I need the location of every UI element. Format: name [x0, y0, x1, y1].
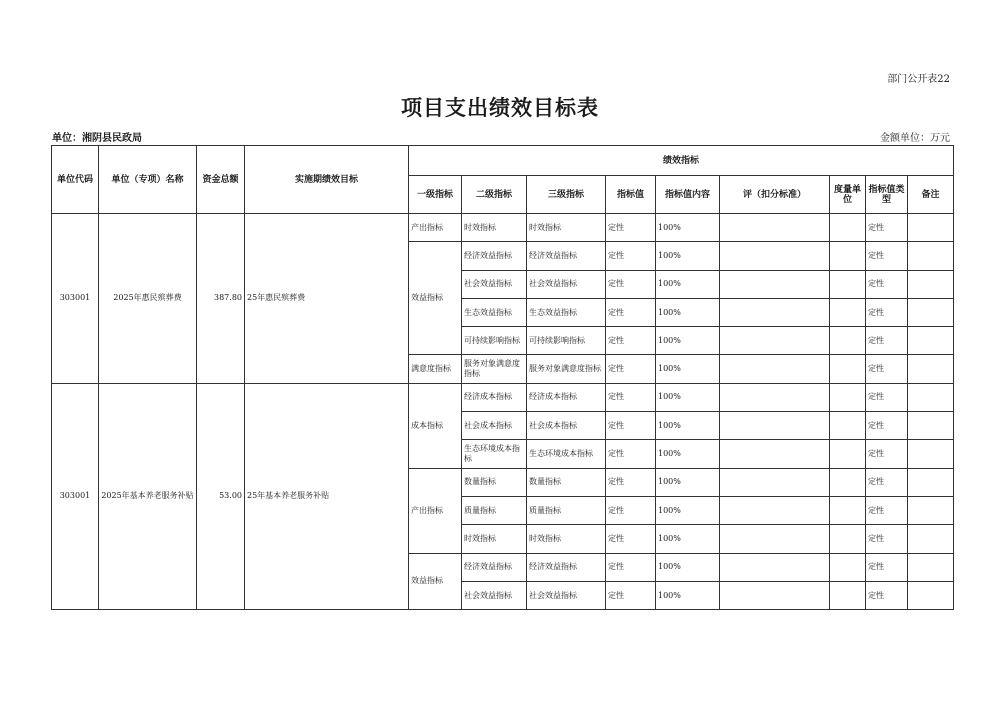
remark-cell: [908, 298, 954, 326]
value-type-cell: 定性: [866, 553, 908, 581]
remark-cell: [908, 270, 954, 298]
measure-unit-cell: [830, 298, 866, 326]
value-type-cell: 定性: [866, 525, 908, 553]
level2-cell: 生态环境成本指标: [462, 440, 527, 468]
score-cell: [720, 298, 830, 326]
header-remark: 备注: [908, 176, 954, 214]
score-cell: [720, 440, 830, 468]
level1-cell: 产出指标: [409, 468, 462, 553]
level3-cell: 服务对象满意度指标: [527, 355, 606, 383]
measure-unit-cell: [830, 327, 866, 355]
level2-cell: 数量指标: [462, 468, 527, 496]
header-project-name: 单位（专项）名称: [99, 146, 197, 214]
header-value-content: 指标值内容: [656, 176, 720, 214]
header-value-type: 指标值类型: [866, 176, 908, 214]
level3-cell: 生态效益指标: [527, 298, 606, 326]
value-content-cell: 100%: [656, 440, 720, 468]
remark-cell: [908, 496, 954, 524]
score-cell: [720, 327, 830, 355]
level3-cell: 数量指标: [527, 468, 606, 496]
level2-cell: 时效指标: [462, 214, 527, 242]
value-content-cell: 100%: [656, 581, 720, 609]
value-type-cell: 定性: [866, 412, 908, 440]
page-title: 项目支出绩效目标表: [401, 95, 599, 120]
performance-table: [51, 145, 954, 610]
table-body: [52, 214, 954, 610]
level1-cell: 成本指标: [409, 383, 462, 468]
table-row: [52, 383, 954, 411]
value-cell: 定性: [606, 468, 656, 496]
level2-cell: 社会成本指标: [462, 412, 527, 440]
remark-cell: [908, 468, 954, 496]
value-content-cell: 100%: [656, 525, 720, 553]
score-cell: [720, 214, 830, 242]
remark-cell: [908, 440, 954, 468]
header-goal: 实施期绩效目标: [245, 146, 409, 214]
measure-unit-cell: [830, 553, 866, 581]
level2-cell: 时效指标: [462, 525, 527, 553]
value-type-cell: 定性: [866, 581, 908, 609]
remark-cell: [908, 581, 954, 609]
value-cell: 定性: [606, 242, 656, 270]
header-level1: 一级指标: [409, 176, 462, 214]
level2-cell: 社会效益指标: [462, 270, 527, 298]
measure-unit-cell: [830, 242, 866, 270]
measure-unit-cell: [830, 355, 866, 383]
money-unit-label: 金额单位：万元: [880, 133, 950, 144]
value-content-cell: 100%: [656, 383, 720, 411]
header-unit-code: 单位代码: [52, 146, 99, 214]
value-cell: 定性: [606, 412, 656, 440]
value-content-cell: 100%: [656, 270, 720, 298]
value-content-cell: 100%: [656, 214, 720, 242]
value-type-cell: 定性: [866, 298, 908, 326]
value-content-cell: 100%: [656, 553, 720, 581]
value-cell: 定性: [606, 214, 656, 242]
value-type-cell: 定性: [866, 270, 908, 298]
level3-cell: 时效指标: [527, 214, 606, 242]
value-type-cell: 定性: [866, 496, 908, 524]
level3-cell: 经济效益指标: [527, 553, 606, 581]
remark-cell: [908, 553, 954, 581]
level3-cell: 社会效益指标: [527, 581, 606, 609]
remark-cell: [908, 214, 954, 242]
level3-cell: 经济效益指标: [527, 242, 606, 270]
measure-unit-cell: [830, 468, 866, 496]
value-content-cell: 100%: [656, 355, 720, 383]
score-cell: [720, 242, 830, 270]
value-cell: 定性: [606, 298, 656, 326]
level1-cell: 满意度指标: [409, 355, 462, 383]
score-cell: [720, 355, 830, 383]
level3-cell: 社会成本指标: [527, 412, 606, 440]
value-content-cell: 100%: [656, 412, 720, 440]
form-number: 部门公开表22: [887, 74, 950, 85]
measure-unit-cell: [830, 440, 866, 468]
header-score: 评（扣分标准）: [720, 176, 830, 214]
remark-cell: [908, 383, 954, 411]
project-name-cell: 2025年基本养老服务补贴: [99, 383, 197, 609]
value-content-cell: 100%: [656, 327, 720, 355]
value-content-cell: 100%: [656, 468, 720, 496]
goal-cell: 25年惠民殡葬费: [245, 214, 409, 384]
project-name-cell: 2025年惠民殡葬费: [99, 214, 197, 384]
level2-cell: 质量指标: [462, 496, 527, 524]
value-type-cell: 定性: [866, 440, 908, 468]
header-measure-unit: 度量单位: [830, 176, 866, 214]
table-row: [52, 214, 954, 242]
total-funds-cell: 53.00: [197, 383, 245, 609]
remark-cell: [908, 525, 954, 553]
score-cell: [720, 412, 830, 440]
unit-code-cell: 303001: [52, 214, 99, 384]
level1-cell: 产出指标: [409, 214, 462, 242]
remark-cell: [908, 412, 954, 440]
level3-cell: 经济成本指标: [527, 383, 606, 411]
unit-label: 单位：湘阴县民政局: [52, 133, 142, 144]
header-value: 指标值: [606, 176, 656, 214]
measure-unit-cell: [830, 214, 866, 242]
measure-unit-cell: [830, 412, 866, 440]
value-type-cell: 定性: [866, 327, 908, 355]
level2-cell: 生态效益指标: [462, 298, 527, 326]
value-type-cell: 定性: [866, 214, 908, 242]
level2-cell: 社会效益指标: [462, 581, 527, 609]
value-cell: 定性: [606, 496, 656, 524]
measure-unit-cell: [830, 270, 866, 298]
level2-cell: 可持续影响指标: [462, 327, 527, 355]
value-type-cell: 定性: [866, 242, 908, 270]
value-type-cell: 定性: [866, 383, 908, 411]
unit-code-cell: 303001: [52, 383, 99, 609]
header-level2: 二级指标: [462, 176, 527, 214]
measure-unit-cell: [830, 581, 866, 609]
remark-cell: [908, 242, 954, 270]
header-level3: 三级指标: [527, 176, 606, 214]
value-content-cell: 100%: [656, 298, 720, 326]
value-content-cell: 100%: [656, 496, 720, 524]
value-cell: 定性: [606, 327, 656, 355]
level2-cell: 经济成本指标: [462, 383, 527, 411]
level2-cell: 经济效益指标: [462, 242, 527, 270]
level1-cell: 效益指标: [409, 553, 462, 610]
value-type-cell: 定性: [866, 468, 908, 496]
score-cell: [720, 383, 830, 411]
total-funds-cell: 387.80: [197, 214, 245, 384]
remark-cell: [908, 327, 954, 355]
value-type-cell: 定性: [866, 355, 908, 383]
measure-unit-cell: [830, 383, 866, 411]
header-indicators: 绩效指标: [409, 146, 954, 176]
value-cell: 定性: [606, 525, 656, 553]
measure-unit-cell: [830, 525, 866, 553]
measure-unit-cell: [830, 496, 866, 524]
score-cell: [720, 553, 830, 581]
value-content-cell: 100%: [656, 242, 720, 270]
level3-cell: 生态环境成本指标: [527, 440, 606, 468]
level3-cell: 质量指标: [527, 496, 606, 524]
remark-cell: [908, 355, 954, 383]
value-cell: 定性: [606, 383, 656, 411]
score-cell: [720, 525, 830, 553]
value-cell: 定性: [606, 581, 656, 609]
value-cell: 定性: [606, 440, 656, 468]
header-total-funds: 资金总额: [197, 146, 245, 214]
value-cell: 定性: [606, 553, 656, 581]
level1-cell: 效益指标: [409, 242, 462, 355]
level2-cell: 服务对象满意度指标: [462, 355, 527, 383]
score-cell: [720, 581, 830, 609]
score-cell: [720, 270, 830, 298]
value-cell: 定性: [606, 355, 656, 383]
level2-cell: 经济效益指标: [462, 553, 527, 581]
level3-cell: 时效指标: [527, 525, 606, 553]
level3-cell: 可持续影响指标: [527, 327, 606, 355]
score-cell: [720, 496, 830, 524]
value-cell: 定性: [606, 270, 656, 298]
score-cell: [720, 468, 830, 496]
level3-cell: 社会效益指标: [527, 270, 606, 298]
goal-cell: 25年基本养老服务补贴: [245, 383, 409, 609]
